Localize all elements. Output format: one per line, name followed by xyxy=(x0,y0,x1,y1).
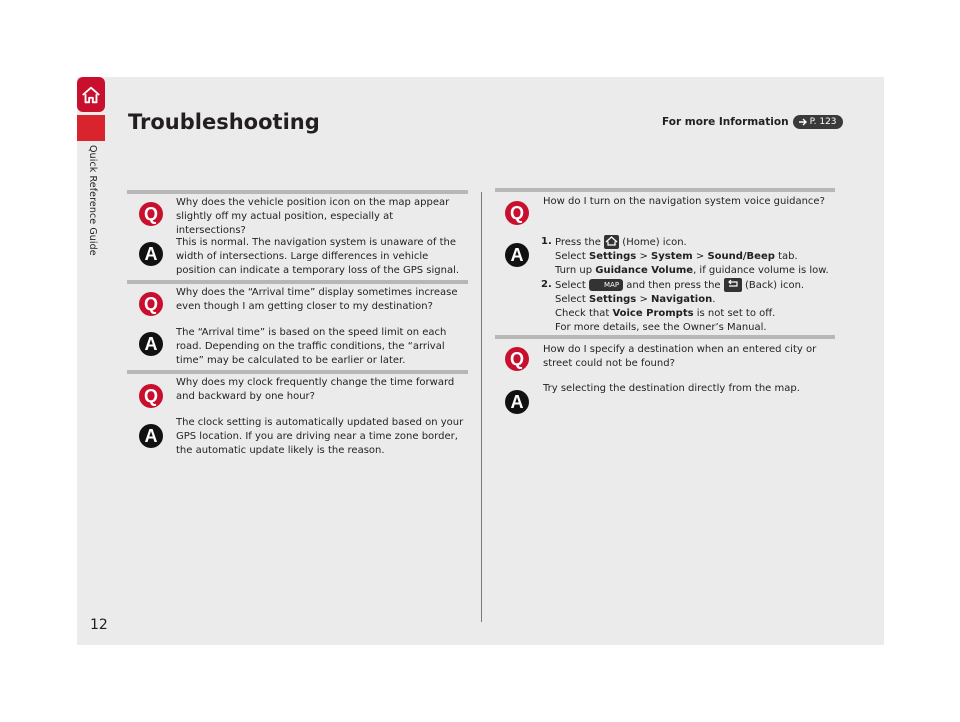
instruction-text: Select xyxy=(555,251,586,262)
voice-guidance-steps xyxy=(541,235,837,335)
more-info-label: For more Information xyxy=(662,116,789,128)
question-badge: Q xyxy=(505,347,529,371)
qa-separator xyxy=(495,335,835,339)
qa-separator xyxy=(495,188,835,192)
answer-badge: A xyxy=(139,332,163,356)
menu-system: System xyxy=(651,251,693,262)
step-number: 1. xyxy=(541,236,552,247)
voice-prompts-setting: Voice Prompts xyxy=(612,308,694,319)
instruction-text: and then press the xyxy=(626,280,721,291)
qa-separator xyxy=(127,280,468,284)
page-reference-badge[interactable] xyxy=(793,115,843,129)
instruction-text: Select xyxy=(555,280,586,291)
column-divider xyxy=(481,192,482,622)
step-number: 2. xyxy=(541,279,552,290)
step-1 xyxy=(541,235,837,278)
instruction-text: is not set to off. xyxy=(696,308,776,319)
answer-text: This is normal. The navigation system is unaware of the width of intersections. Large differences in vehicle position can indicate a temporary loss of the GPS signal. xyxy=(176,237,460,276)
menu-navigation: Navigation xyxy=(651,294,713,305)
map-button-icon xyxy=(589,279,623,291)
instruction-text: Select xyxy=(555,294,586,305)
instruction-text: Turn up xyxy=(555,265,593,276)
back-button-icon xyxy=(724,278,742,292)
menu-sound-beep: Sound/Beep xyxy=(707,251,775,262)
instruction-text: , if guidance volume is low. xyxy=(693,265,829,276)
instruction-text: For more details, see the Owner’s Manual. xyxy=(555,322,767,333)
question-text: Why does the “Arrival time” display sometimes increase even though I am getting closer to my destination? xyxy=(176,287,458,312)
question-text: How do I specify a destination when an entered city or street could not be found? xyxy=(543,344,817,369)
arrow-right-icon xyxy=(799,118,808,126)
question-badge: Q xyxy=(505,201,529,225)
instruction-text: Check that xyxy=(555,308,610,319)
qa-separator xyxy=(127,370,468,374)
side-section-label: Quick Reference Guide xyxy=(87,145,98,256)
menu-settings: Settings xyxy=(589,251,637,262)
answer-text: The “Arrival time” is based on the speed limit on each road. Depending on the traffic conditions, the “arrival time” may be calculated to be earlier or later. xyxy=(176,327,447,366)
answer-badge: A xyxy=(139,424,163,448)
page-number: 12 xyxy=(90,617,108,633)
separator: > xyxy=(639,251,648,262)
step-2 xyxy=(541,278,837,335)
home-tab[interactable] xyxy=(77,77,105,112)
question-badge: Q xyxy=(139,202,163,226)
page-title: Troubleshooting xyxy=(128,110,320,134)
house-icon xyxy=(604,235,619,249)
question-text: How do I turn on the navigation system voice guidance? xyxy=(543,196,825,207)
question-text: Why does the vehicle position icon on the map appear slightly off my actual position, especially at intersections? xyxy=(176,197,450,236)
section-tab[interactable] xyxy=(77,115,105,141)
home-button-icon xyxy=(604,235,619,249)
answer-badge: A xyxy=(505,390,529,414)
answer-badge: A xyxy=(139,242,163,266)
instruction-text: . xyxy=(712,294,716,305)
answer-text: Try selecting the destination directly from the map. xyxy=(543,383,800,394)
more-info-link[interactable] xyxy=(662,115,843,129)
instruction-text: tab. xyxy=(778,251,798,262)
question-text: Why does my clock frequently change the time forward and backward by one hour? xyxy=(176,377,455,402)
separator: > xyxy=(639,294,648,305)
page-reference: P. 123 xyxy=(809,117,837,127)
separator: > xyxy=(695,251,705,262)
home-icon xyxy=(80,84,102,106)
answer-badge: A xyxy=(505,243,529,267)
instruction-text: (Back) icon. xyxy=(744,280,805,291)
menu-settings: Settings xyxy=(589,294,637,305)
answer-text: The clock setting is automatically updated based on your GPS location. If you are driving near a time zone border, the automatic update likely is the reason. xyxy=(176,417,464,456)
instruction-text: (Home) icon. xyxy=(622,237,687,248)
question-badge: Q xyxy=(139,292,163,316)
question-badge: Q xyxy=(139,384,163,408)
guidance-volume-setting: Guidance Volume xyxy=(595,265,694,276)
map-button-label: MAP xyxy=(603,281,620,289)
qa-separator xyxy=(127,190,468,194)
instruction-text: Press the xyxy=(555,237,601,248)
back-arrow-icon xyxy=(724,278,742,292)
